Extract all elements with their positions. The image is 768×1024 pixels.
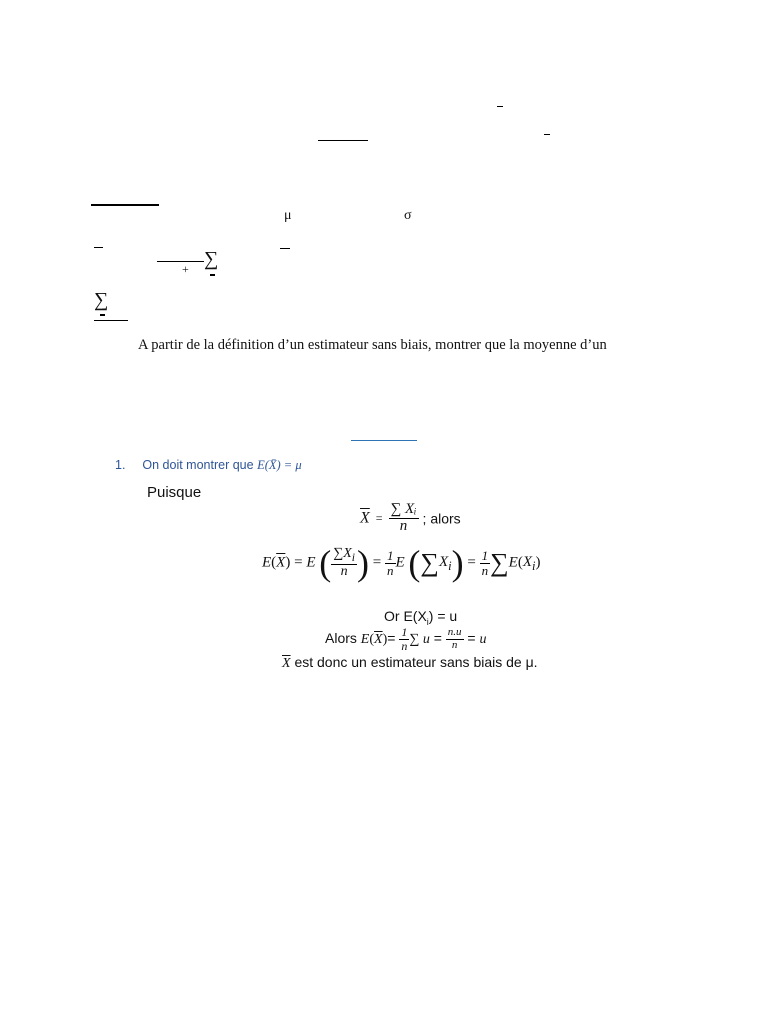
item-formula: E(X̄) = μ bbox=[257, 458, 302, 472]
expectation-derivation: $E(\overline{X}) = E$ ( $\frac{\sum X_i}{n}$ ) = $\frac{1}{n}$ E $(\sum X_i)$ = $\frac{1}{n}$ $\sum E(X_i)$ bbox=[262, 543, 541, 583]
underline-rule-3 bbox=[94, 320, 128, 321]
xbar-def-den: n bbox=[399, 517, 408, 534]
fraction-rule bbox=[157, 261, 204, 262]
sigma-symbol: σ bbox=[404, 208, 412, 223]
alors-line: Alors $E(\overline{X})=$ $\frac{1}{n}$ ∑ u = $\frac{n.u}{n}$ = u bbox=[325, 625, 487, 653]
underline-rule-2 bbox=[91, 204, 159, 206]
or-line: Or $E(X_i) = u$ bbox=[384, 608, 458, 627]
plus-sign: + bbox=[182, 262, 189, 276]
mu-symbol: μ bbox=[284, 208, 292, 223]
sum-mark-2 bbox=[100, 314, 105, 316]
underline-rule-1 bbox=[318, 140, 368, 141]
answer-heading-rule bbox=[351, 440, 417, 441]
alors-suffix: ; alors bbox=[422, 510, 461, 527]
overbar-mark-4 bbox=[280, 248, 290, 249]
item-text: On doit montrer que bbox=[142, 458, 258, 472]
item-number: 1. bbox=[115, 458, 126, 472]
xbar-symbol: $\overline{X}$ bbox=[282, 656, 291, 671]
question-text: A partir de la définition d’un estimateur sans biais, montrer que la moyenne d’un bbox=[138, 337, 607, 353]
puisque-label: Puisque bbox=[147, 484, 202, 501]
overbar-mark-3 bbox=[94, 247, 103, 248]
sigma-sum-2: ∑ bbox=[94, 289, 109, 311]
conclusion-text: est donc un estimateur sans biais de μ. bbox=[290, 654, 538, 670]
sum-mark-1 bbox=[210, 274, 215, 276]
xbar-definition: $\overline{X}$ = $\frac{\text{∑ Xᵢ}}{n}$ ; alors bbox=[360, 501, 461, 534]
overbar-mark-1 bbox=[497, 106, 503, 107]
xbar-def-fraction bbox=[389, 502, 419, 535]
conclusion-line bbox=[282, 654, 538, 672]
answer-item-1 bbox=[115, 458, 302, 473]
overbar-mark-2 bbox=[544, 134, 550, 135]
xbar-def-num: ∑ Xᵢ bbox=[390, 501, 417, 517]
sigma-sum-1: ∑ bbox=[204, 248, 219, 270]
xbar-def-lhs: $\overline{X}$ bbox=[360, 509, 370, 527]
